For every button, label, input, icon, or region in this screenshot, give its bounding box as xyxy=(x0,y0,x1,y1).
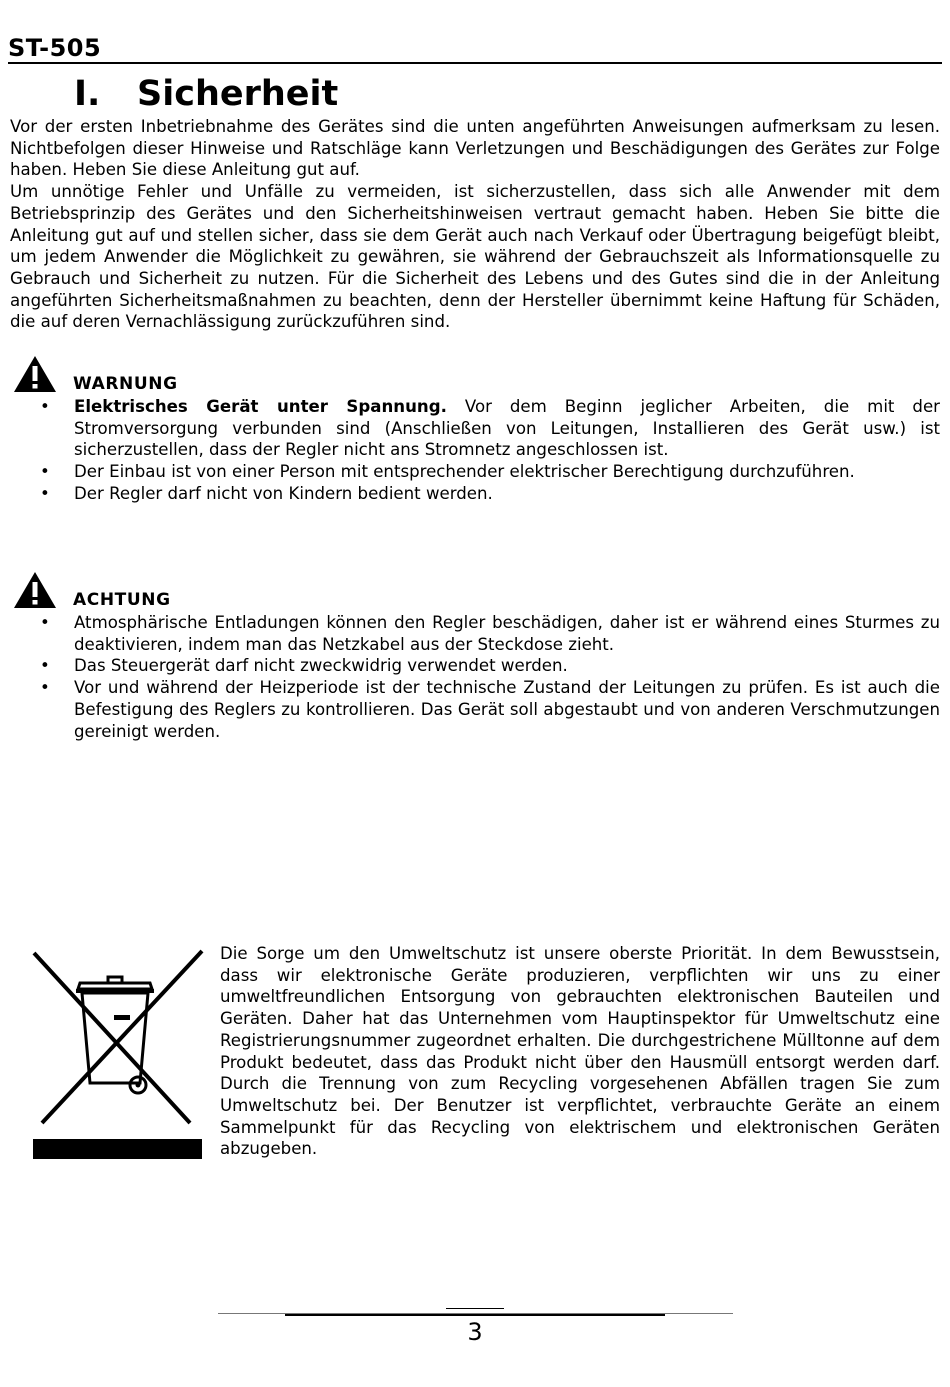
footer-divider-dark xyxy=(285,1314,665,1316)
section-number: I. xyxy=(74,74,101,114)
caution-item-3-text: Vor und während der Heizperiode ist der technische Zustand der Leitungen zu prüfen. Es ist auch die Befestigung des Reglers zu kontrollieren. Das Gerät soll abgestaubt und von anderen Verschmutzungen gereinigt werden. xyxy=(74,678,940,741)
list-item xyxy=(10,612,940,655)
section-title xyxy=(74,74,338,114)
list-item xyxy=(10,655,940,677)
caution-item-2-text: Das Steuergerät darf nicht zweckwidrig verwendet werden. xyxy=(74,656,568,676)
model-name: ST-505 xyxy=(8,34,102,62)
page-number: 3 xyxy=(467,1318,483,1346)
warning-item-1-bold: Elektrisches Gerät unter Spannung. xyxy=(74,397,447,416)
warning-list xyxy=(10,396,940,505)
caution-item-1-text: Atmosphärische Entladungen können den Regler beschädigen, daher ist er während eines Sturmes zu deaktivieren, indem man das Netzkabel aus der Steckdose zieht. xyxy=(74,613,940,654)
warning-item-3-text: Der Regler darf nicht von Kindern bedient werden. xyxy=(74,483,493,503)
section-title-text: Sicherheit xyxy=(137,74,339,114)
warning-title: WARNUNG xyxy=(73,374,178,394)
warning-triangle-icon xyxy=(13,571,57,609)
footer-tick xyxy=(446,1308,504,1309)
environment-text: Die Sorge um den Umweltschutz ist unsere oberste Priorität. In dem Bewusstsein, dass wir elektronische Geräte produzieren, verpflichten wir uns zu einer umweltfreundlichen Entsorgung von gebrauchten elektronischen Bauteilen und Geräten. Daher hat das Unternehmen vom Hauptinspektor für Umweltschutz eine Registrierungsnummer zugeordnet erhalten. Die durchgestrichene Mülltonne auf dem Produkt bedeutet, dass das Produkt nicht über den Hausmüll entsorgt werden darf. Durch die Trennung von zum Recycling vorgesehenen Abfällen tragen Sie zum Umweltschutz bei. Der Benutzer ist verpflichtet, verbrauchte Geräte an einem Sammelpunkt für das Recycling von elektrischem und elektronischen Geräten abzugeben. xyxy=(220,944,940,1159)
intro-paragraph-1: Vor der ersten Inbetriebnahme des Gerätes sind die unten angeführten Anweisungen aufmerksam zu lesen. Nichtbefolgen dieser Hinweise und Ratschläge kann Verletzungen und Beschädigungen des Gerätes zur Folge haben. Heben Sie diese Anleitung gut auf. xyxy=(10,117,940,180)
list-item xyxy=(10,677,940,742)
page-header xyxy=(8,32,942,64)
list-item xyxy=(10,396,940,461)
warning-item-1-text: Vor dem Beginn jeglicher Arbeiten, die mit der Stromversorgung verbunden sind (Anschließen von Leitungen, Installieren des Gerät usw.) ist sicherzustellen, dass der Regler nicht ans Stromnetz angeschlossen ist. xyxy=(74,397,940,460)
warning-triangle-icon xyxy=(13,355,57,393)
list-item xyxy=(10,483,940,505)
intro-text xyxy=(10,116,940,333)
caution-title: ACHTUNG xyxy=(73,590,171,610)
list-item xyxy=(10,461,940,483)
intro-paragraph-2: Um unnötige Fehler und Unfälle zu vermeiden, ist sicherzustellen, dass sich alle Anwender mit dem Betriebsprinzip des Gerätes und den Sicherheitshinweisen vertraut gemacht haben. Heben Sie bitte die Anleitung gut auf und stellen sicher, dass sie dem Gerät auch nach Verkauf oder Übertragung beigefügt bleibt, um jedem Anwender die Möglichkeit zu gewähren, sie während der Gebrauchszeit als Informationsquelle zu Gebrauch und Sicherheit zu nutzen. Für die Sicherheit des Lebens und des Gutes sind die in der Anleitung angeführten Sicherheitsmaßnahmen zu beachten, denn der Hersteller übernimmt keine Haftung für Schäden, die auf deren Vernachlässigung zurückzuführen sind. xyxy=(10,182,940,332)
crossed-out-wheelie-bin-icon xyxy=(30,945,205,1163)
caution-list xyxy=(10,612,940,742)
warning-item-2-text: Der Einbau ist von einer Person mit entsprechender elektrischer Berechtigung durchzuführen. xyxy=(74,462,855,482)
